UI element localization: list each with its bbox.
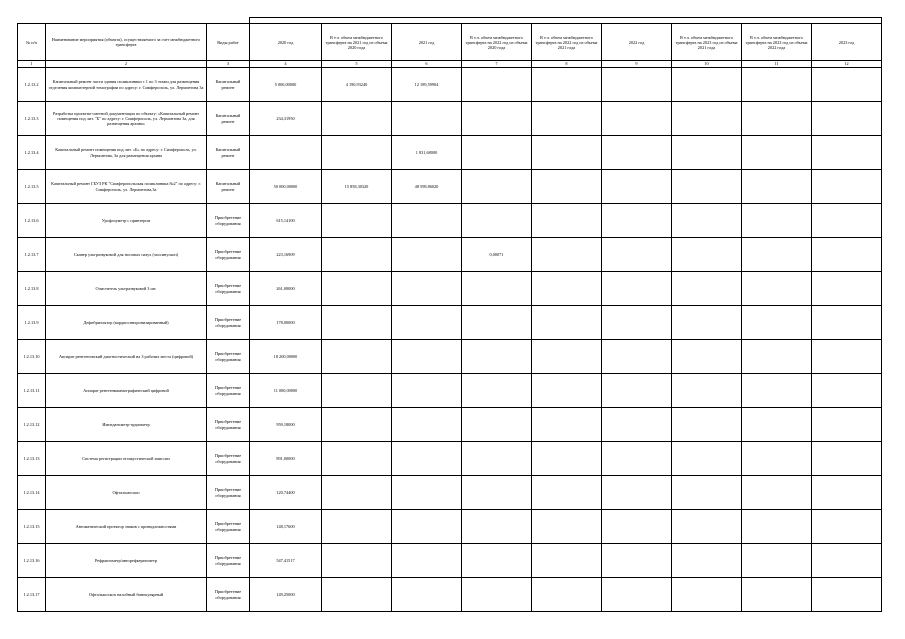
value-2022-from-2020 bbox=[462, 476, 532, 510]
row-number: 1.2.13.10 bbox=[18, 340, 46, 374]
row-number: 1.2.13.14 bbox=[18, 476, 46, 510]
value-2021 bbox=[392, 476, 462, 510]
column-number: 11 bbox=[742, 61, 812, 68]
value-2021 bbox=[392, 442, 462, 476]
value-2021 bbox=[392, 340, 462, 374]
value-2021-from-2020 bbox=[322, 238, 392, 272]
row-name: Автоматический проектор знаков с принадлежностями bbox=[46, 510, 207, 544]
value-2020: 547,41517 bbox=[250, 544, 322, 578]
value-2021-from-2020 bbox=[322, 340, 392, 374]
value-2020: 18 200,00000 bbox=[250, 340, 322, 374]
row-kind: Приобретение оборудования bbox=[207, 204, 250, 238]
column-number: 8 bbox=[532, 61, 602, 68]
value-2023 bbox=[812, 476, 882, 510]
row-name: Импедансметр-аудиометр bbox=[46, 408, 207, 442]
value-2022-from-2021 bbox=[532, 374, 602, 408]
value-2020: 178,00000 bbox=[250, 306, 322, 340]
row-name: Капитальный ремонт помещения под лит. «Б» по адресу: г. Симферополь, ул. Лермонтова, 3а для размещения архива bbox=[46, 136, 207, 170]
value-2021-from-2020 bbox=[322, 102, 392, 136]
row-name: Аппарат рентгеновский диагностический на 3 рабочих места (цифровой) bbox=[46, 340, 207, 374]
value-2021 bbox=[392, 204, 462, 238]
row-kind: Капитальный ремонт bbox=[207, 136, 250, 170]
value-2023 bbox=[812, 136, 882, 170]
row-number: 1.2.13.15 bbox=[18, 510, 46, 544]
value-2022-from-2020 bbox=[462, 442, 532, 476]
value-2023-from-2022 bbox=[742, 510, 812, 544]
value-2020: 5 000,00000 bbox=[250, 68, 322, 102]
value-2023-from-2021 bbox=[672, 272, 742, 306]
column-header: В т.ч. объем межбюджетного трансферта на 2023 год из объема 2022 года bbox=[742, 24, 812, 61]
value-2022-from-2020: 0,00071 bbox=[462, 238, 532, 272]
value-2023 bbox=[812, 374, 882, 408]
value-2023-from-2021 bbox=[672, 510, 742, 544]
column-number: 4 bbox=[250, 61, 322, 68]
row-number: 1.2.13.5 bbox=[18, 170, 46, 204]
row-number: 1.2.13.17 bbox=[18, 578, 46, 612]
column-number: 1 bbox=[18, 61, 46, 68]
value-2022 bbox=[602, 408, 672, 442]
row-number: 1.2.13.8 bbox=[18, 272, 46, 306]
value-2023-from-2022 bbox=[742, 102, 812, 136]
row-kind: Капитальный ремонт bbox=[207, 170, 250, 204]
row-name: Урофлоуметр с принтером bbox=[46, 204, 207, 238]
column-number: 6 bbox=[392, 61, 462, 68]
table-row bbox=[18, 272, 882, 306]
value-2022 bbox=[602, 442, 672, 476]
value-2020: 959,18000 bbox=[250, 408, 322, 442]
table-row bbox=[18, 374, 882, 408]
value-2022-from-2020 bbox=[462, 544, 532, 578]
value-2021 bbox=[392, 238, 462, 272]
value-2023 bbox=[812, 442, 882, 476]
value-2023-from-2021 bbox=[672, 204, 742, 238]
value-2023-from-2022 bbox=[742, 306, 812, 340]
row-name: Рефрактометр/авторефкератометр bbox=[46, 544, 207, 578]
value-2023-from-2022 bbox=[742, 442, 812, 476]
column-header: 2023 год bbox=[812, 24, 882, 61]
column-header: 2021 год bbox=[392, 24, 462, 61]
row-kind: Капитальный ремонт bbox=[207, 68, 250, 102]
value-2022-from-2021 bbox=[532, 102, 602, 136]
value-2023-from-2021 bbox=[672, 442, 742, 476]
column-header: В т.ч. объем межбюджетного трансферта на 2021 год из объема 2020 года bbox=[322, 24, 392, 61]
value-2021 bbox=[392, 102, 462, 136]
value-2023-from-2021 bbox=[672, 306, 742, 340]
value-2023-from-2022 bbox=[742, 544, 812, 578]
value-2022-from-2021 bbox=[532, 170, 602, 204]
value-2021-from-2020 bbox=[322, 272, 392, 306]
table-row bbox=[18, 510, 882, 544]
value-2022-from-2021 bbox=[532, 476, 602, 510]
row-kind: Приобретение оборудования bbox=[207, 476, 250, 510]
row-kind: Приобретение оборудования bbox=[207, 374, 250, 408]
row-number: 1.2.13.4 bbox=[18, 136, 46, 170]
value-2023 bbox=[812, 170, 882, 204]
row-number: 1.2.13.12 bbox=[18, 408, 46, 442]
value-2023-from-2022 bbox=[742, 272, 812, 306]
row-kind: Приобретение оборудования bbox=[207, 442, 250, 476]
value-2021-from-2020: 4 190,93240 bbox=[322, 68, 392, 102]
column-header: В т.ч. объем межбюджетного трансферта на 2022 год из объема 2020 года bbox=[462, 24, 532, 61]
row-kind: Приобретение оборудования bbox=[207, 238, 250, 272]
row-number: 1.2.13.11 bbox=[18, 374, 46, 408]
value-2020: 615,14100 bbox=[250, 204, 322, 238]
value-2022-from-2020 bbox=[462, 170, 532, 204]
value-2022 bbox=[602, 204, 672, 238]
value-2021: 12 189,59904 bbox=[392, 68, 462, 102]
value-2021-from-2020 bbox=[322, 510, 392, 544]
value-2022-from-2020 bbox=[462, 102, 532, 136]
value-2022-from-2020 bbox=[462, 340, 532, 374]
value-2021 bbox=[392, 374, 462, 408]
row-kind: Приобретение оборудования bbox=[207, 510, 250, 544]
value-2022-from-2021 bbox=[532, 68, 602, 102]
value-2022 bbox=[602, 272, 672, 306]
column-header: Наименование мероприятия (объекта), осуществляемого за счет межбюджетного трансферта bbox=[46, 24, 207, 61]
column-number: 3 bbox=[207, 61, 250, 68]
table-row bbox=[18, 170, 882, 204]
value-2022-from-2021 bbox=[532, 136, 602, 170]
value-2021-from-2020 bbox=[322, 476, 392, 510]
value-2023-from-2022 bbox=[742, 136, 812, 170]
value-2023 bbox=[812, 578, 882, 612]
value-2023-from-2021 bbox=[672, 578, 742, 612]
value-2020: 120,74400 bbox=[250, 476, 322, 510]
value-2021-from-2020 bbox=[322, 442, 392, 476]
value-2022 bbox=[602, 136, 672, 170]
value-2022 bbox=[602, 170, 672, 204]
value-2022 bbox=[602, 238, 672, 272]
column-number: 2 bbox=[46, 61, 207, 68]
value-2022 bbox=[602, 510, 672, 544]
header-row bbox=[18, 24, 882, 61]
value-2023-from-2022 bbox=[742, 408, 812, 442]
value-2022-from-2020 bbox=[462, 408, 532, 442]
row-name: Офтальмоскоп bbox=[46, 476, 207, 510]
value-2020: 148,17600 bbox=[250, 510, 322, 544]
value-2022-from-2020 bbox=[462, 578, 532, 612]
value-2021 bbox=[392, 544, 462, 578]
value-2022-from-2021 bbox=[532, 306, 602, 340]
column-number: 9 bbox=[602, 61, 672, 68]
value-2022 bbox=[602, 68, 672, 102]
row-name: Сканер ультразвуковой для носовых пазух (эхосинускоп) bbox=[46, 238, 207, 272]
value-2023 bbox=[812, 408, 882, 442]
value-2022 bbox=[602, 102, 672, 136]
table-row bbox=[18, 578, 882, 612]
value-2023-from-2021 bbox=[672, 170, 742, 204]
row-kind: Приобретение оборудования bbox=[207, 340, 250, 374]
table-row bbox=[18, 238, 882, 272]
value-2022-from-2020 bbox=[462, 374, 532, 408]
value-2023-from-2022 bbox=[742, 204, 812, 238]
row-name: Аппарат рентгенмаммографический цифровой bbox=[46, 374, 207, 408]
value-2022-from-2020 bbox=[462, 204, 532, 238]
value-2021-from-2020 bbox=[322, 578, 392, 612]
row-kind: Приобретение оборудования bbox=[207, 272, 250, 306]
row-name: Офтальмоскоп налобный бинокулярный bbox=[46, 578, 207, 612]
column-header: № п/п bbox=[18, 24, 46, 61]
value-2020: 149,25000 bbox=[250, 578, 322, 612]
value-2020: 891,00000 bbox=[250, 442, 322, 476]
row-kind: Приобретение оборудования bbox=[207, 306, 250, 340]
column-header: 2022 год bbox=[602, 24, 672, 61]
value-2023 bbox=[812, 306, 882, 340]
row-name: Дефибриллятор (кардиосинхронизированный) bbox=[46, 306, 207, 340]
row-number: 1.2.13.3 bbox=[18, 102, 46, 136]
table-row bbox=[18, 306, 882, 340]
row-kind: Приобретение оборудования bbox=[207, 544, 250, 578]
column-header: В т.ч. объем межбюджетного трансферта на 2022 год из объема 2021 года bbox=[532, 24, 602, 61]
value-2023-from-2021 bbox=[672, 238, 742, 272]
column-header: 2020 год bbox=[250, 24, 322, 61]
column-number: 10 bbox=[672, 61, 742, 68]
value-2023 bbox=[812, 510, 882, 544]
value-2020: 223,16909 bbox=[250, 238, 322, 272]
row-name: Капитальный ремонт части здания поликлиники с 1 по 3 этажи для размещения отделения компьютерной томографии по адресу: г. Симферополь, ул. Лермонтова 3а bbox=[46, 68, 207, 102]
row-number: 1.2.13.16 bbox=[18, 544, 46, 578]
value-2022-from-2020 bbox=[462, 272, 532, 306]
value-2023 bbox=[812, 238, 882, 272]
table-row bbox=[18, 442, 882, 476]
value-2021: 1 831,68000 bbox=[392, 136, 462, 170]
row-name: Система регистрации отоакустической эмиссии bbox=[46, 442, 207, 476]
table-row bbox=[18, 476, 882, 510]
value-2021-from-2020 bbox=[322, 408, 392, 442]
column-number: 12 bbox=[812, 61, 882, 68]
value-2023-from-2021 bbox=[672, 68, 742, 102]
table-row bbox=[18, 102, 882, 136]
row-name: Очиститель ультразвуковой 3 шт. bbox=[46, 272, 207, 306]
value-2023-from-2022 bbox=[742, 578, 812, 612]
value-2020: 261,00000 bbox=[250, 272, 322, 306]
value-2022-from-2020 bbox=[462, 510, 532, 544]
column-number: 5 bbox=[322, 61, 392, 68]
value-2023-from-2021 bbox=[672, 136, 742, 170]
value-2023-from-2022 bbox=[742, 340, 812, 374]
value-2023-from-2021 bbox=[672, 102, 742, 136]
value-2023-from-2022 bbox=[742, 476, 812, 510]
value-2020: 11 000,00000 bbox=[250, 374, 322, 408]
table-row bbox=[18, 340, 882, 374]
value-2023 bbox=[812, 102, 882, 136]
value-2022-from-2021 bbox=[532, 204, 602, 238]
value-2021 bbox=[392, 306, 462, 340]
value-2022-from-2021 bbox=[532, 408, 602, 442]
value-2023-from-2021 bbox=[672, 340, 742, 374]
value-2022-from-2020 bbox=[462, 306, 532, 340]
table-row bbox=[18, 204, 882, 238]
value-2021 bbox=[392, 578, 462, 612]
row-kind: Капитальный ремонт bbox=[207, 102, 250, 136]
value-2022 bbox=[602, 544, 672, 578]
value-2022-from-2021 bbox=[532, 238, 602, 272]
value-2022 bbox=[602, 306, 672, 340]
value-2020: 50 000,00000 bbox=[250, 170, 322, 204]
value-2021-from-2020 bbox=[322, 136, 392, 170]
table-row bbox=[18, 408, 882, 442]
value-2020 bbox=[250, 136, 322, 170]
value-2021: 48 598,86020 bbox=[392, 170, 462, 204]
column-header: В т.ч. объем межбюджетного трансферта на 2023 год из объема 2021 года bbox=[672, 24, 742, 61]
value-2023-from-2021 bbox=[672, 408, 742, 442]
row-number: 1.2.13.2 bbox=[18, 68, 46, 102]
row-name: Капитальный ремонт ГБУЗ РК "Симферопольская поликлиника №2" по адресу: г. Симферополь, ул. Лермонтова,3а bbox=[46, 170, 207, 204]
value-2023 bbox=[812, 272, 882, 306]
value-2021 bbox=[392, 510, 462, 544]
row-number: 1.2.13.6 bbox=[18, 204, 46, 238]
value-2022-from-2021 bbox=[532, 272, 602, 306]
value-2022-from-2021 bbox=[532, 510, 602, 544]
value-2023-from-2022 bbox=[742, 374, 812, 408]
value-2020: 234,31950 bbox=[250, 102, 322, 136]
table-body bbox=[18, 68, 882, 612]
value-2023 bbox=[812, 204, 882, 238]
column-number: 7 bbox=[462, 61, 532, 68]
row-name: Разработка проектно-сметной документации по объекту: «Капитальный ремонт помещения под лит. "Б" по адресу: г. Симферополь, ул. Лермонтова 3а, для размещения архива» bbox=[46, 102, 207, 136]
value-2022-from-2020 bbox=[462, 136, 532, 170]
budget-table bbox=[17, 17, 882, 612]
value-2022-from-2020 bbox=[462, 68, 532, 102]
value-2022-from-2021 bbox=[532, 544, 602, 578]
value-2021-from-2020: 15 858,30320 bbox=[322, 170, 392, 204]
value-2023 bbox=[812, 68, 882, 102]
value-2023 bbox=[812, 544, 882, 578]
value-2023 bbox=[812, 340, 882, 374]
value-2023-from-2022 bbox=[742, 238, 812, 272]
row-number: 1.2.13.7 bbox=[18, 238, 46, 272]
row-number: 1.2.13.13 bbox=[18, 442, 46, 476]
row-kind: Приобретение оборудования bbox=[207, 578, 250, 612]
value-2021-from-2020 bbox=[322, 374, 392, 408]
value-2022 bbox=[602, 340, 672, 374]
value-2023-from-2021 bbox=[672, 544, 742, 578]
row-number: 1.2.13.9 bbox=[18, 306, 46, 340]
value-2023-from-2021 bbox=[672, 374, 742, 408]
table-row bbox=[18, 136, 882, 170]
column-number-row bbox=[18, 61, 882, 68]
value-2023-from-2022 bbox=[742, 170, 812, 204]
value-2023-from-2022 bbox=[742, 68, 812, 102]
value-2021-from-2020 bbox=[322, 204, 392, 238]
value-2022 bbox=[602, 476, 672, 510]
value-2021-from-2020 bbox=[322, 544, 392, 578]
value-2021 bbox=[392, 408, 462, 442]
value-2022 bbox=[602, 374, 672, 408]
value-2022-from-2021 bbox=[532, 578, 602, 612]
table-row bbox=[18, 68, 882, 102]
value-2022-from-2021 bbox=[532, 340, 602, 374]
table-row bbox=[18, 544, 882, 578]
value-2022 bbox=[602, 578, 672, 612]
value-2021 bbox=[392, 272, 462, 306]
column-header: Виды работ bbox=[207, 24, 250, 61]
row-kind: Приобретение оборудования bbox=[207, 408, 250, 442]
value-2021-from-2020 bbox=[322, 306, 392, 340]
value-2023-from-2021 bbox=[672, 476, 742, 510]
value-2022-from-2021 bbox=[532, 442, 602, 476]
